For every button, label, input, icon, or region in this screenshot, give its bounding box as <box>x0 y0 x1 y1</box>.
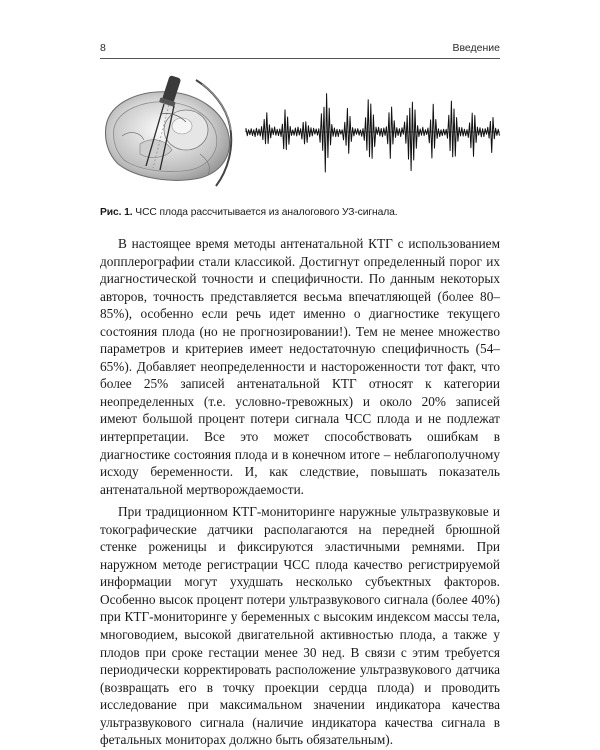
figure-caption <box>100 207 500 218</box>
body-text <box>100 235 500 749</box>
page-header <box>100 40 500 58</box>
figure-1 <box>100 74 500 194</box>
figure-1-image <box>100 74 500 194</box>
analog-ultrasound-signal-waveform <box>246 94 500 172</box>
paragraph-2: При традиционном КТГ-мониторинге наружные ультразвуковые и токографические датчики располагаются на передней брюшной стенке роженицы и фиксируются эластичными ремнями. При наружном методе регистрации ЧСС плода качество регистрируемой информации могут ухудшать несколько субъектных факторов. Особенно высок процент потери ультразвукового сигнала (более 40%) при КТГ-мониторинге у беременных с высоким индексом массы тела, многоводием, высокой двигательной активностью плода, а также у плодов при сроке гестации менее 30 нед. В связи с этим требуется периодически корректировать расположение ультразвукового датчика (возвращать его в точку проекции сердца плода) и проводить исследование при максимальном значении индикатора качества ультразвукового сигнала (наличие индикатора качества сигнала в фетальных мониторах должно быть обязательным). <box>100 504 500 748</box>
running-title: Введение <box>452 42 500 54</box>
page-number: 8 <box>100 42 106 54</box>
caption-label: Рис. 1. <box>100 207 133 218</box>
paragraph-1: В настоящее время методы антенатальной КТГ с использованием допплерографии стали классикой. Достигнут определенный порог их диагностической точности и специфичности. По данным некоторых авторов, точность представляется весьма впечатляющей (более 80–85%), особенно если речь идет именно о диагностике текущего состояния плода (но не прогнозировании!). Тем не менее множество параметров и критериев имеет недостаточную специфичность (54–65%). Добавляет неопределенности и настороженности тот факт, что более 25% записей антенатальной КТГ относят к категории неопределенных (т.е. условно-тревожных) и около 20% записей имеют большой процент потери сигнала ЧСС плода и не подлежат интерпретации. Все это может способствовать ошибкам в диагностике состояния плода и в конечном итоге – неблагополучному исходу беременности. И, как следствие, повышать показатель антенатальной мертворождаемости. <box>100 236 500 497</box>
fetus-ultrasound-illustration <box>106 74 232 186</box>
header-rule <box>100 58 500 59</box>
caption-text: ЧСС плода рассчитывается из аналогового УЗ-сигнала. <box>132 207 398 218</box>
